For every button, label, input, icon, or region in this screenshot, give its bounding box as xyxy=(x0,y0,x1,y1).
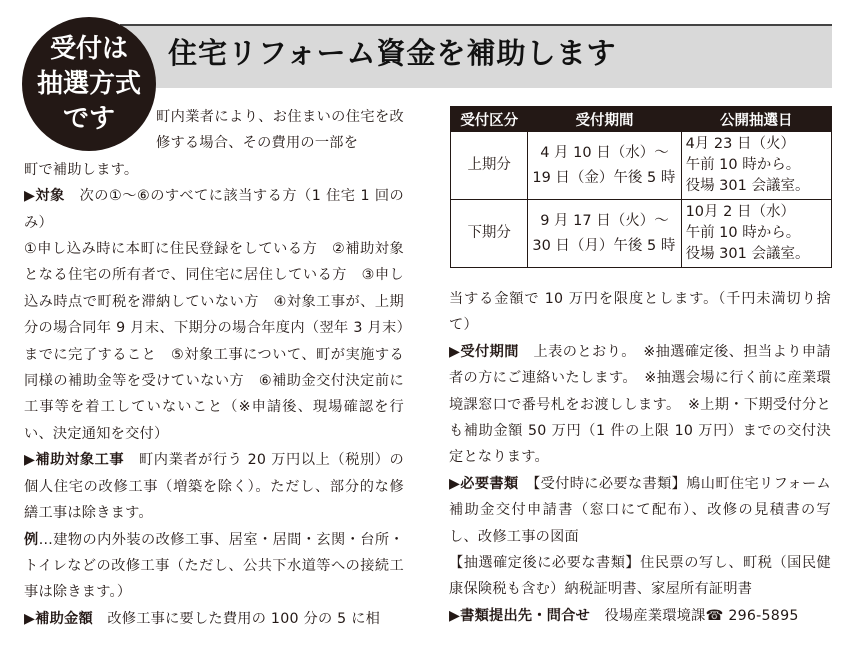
row-period xyxy=(528,132,681,200)
period-end: 30 日（月）午後 5 時 xyxy=(532,237,676,254)
table-row xyxy=(451,132,832,200)
header-draw: 公開抽選日 xyxy=(681,107,831,132)
header-kubun: 受付区分 xyxy=(451,107,528,132)
right-column xyxy=(449,286,831,629)
schedule-table xyxy=(450,106,832,268)
page-title: 住宅リフォーム資金を補助します xyxy=(168,36,617,70)
example-section xyxy=(24,527,404,606)
work-text: 町内業者が行う 20 万円以上（税別）の個人住宅の改修工事（増築を除く）。ただし、部分的な修繕工事は除きます。 xyxy=(24,452,404,522)
amount-continued: 当する金額で 10 万円を限度とします。（千円未満切り捨て） xyxy=(449,291,831,334)
docs-section xyxy=(449,471,831,550)
period-end: 19 日（金）午後 5 時 xyxy=(532,169,676,186)
row-kubun: 下期分 xyxy=(451,200,528,268)
amount-text: 改修工事に要した費用の 100 分の 5 に相 xyxy=(92,610,381,627)
row-draw xyxy=(681,200,831,268)
example-text: …建物の内外装の改修工事、居室・居間・玄関・台所・トイレなどの改修工事（ただし、公共下水道等への接続工事は除きます。） xyxy=(24,531,404,601)
work-section xyxy=(24,447,404,526)
intro-text: 町内業者により、お住まいの住宅を改修する場合、その費用の一部を xyxy=(156,109,404,152)
draw-time: 午前 10 時から。 xyxy=(685,157,801,173)
draw-place: 役場 301 会議室。 xyxy=(685,178,810,194)
amount-label: ▶補助金額 xyxy=(24,610,93,627)
target-label: ▶対象 xyxy=(24,188,65,205)
docs-label: ▶必要書類 xyxy=(449,475,519,492)
period-label: ▶受付期間 xyxy=(449,343,519,360)
draw-date: 10月 2 日（水） xyxy=(685,204,795,220)
row-kubun: 上期分 xyxy=(451,132,528,200)
submit-text: 役場産業環境課 xyxy=(590,607,706,624)
submit-label: ▶書類提出先・問合せ xyxy=(449,607,591,624)
period-text: 上表のとおり。 ※抽選確定後、担当より申請者の方にご連絡いたします。 ※抽選会場に行く前に産業環境課窓口で番号札をお渡しします。 ※上期・下期受付分とも補助金額 50 万円（1 件の上限 10 万円）までの交付決定となります。 xyxy=(449,343,831,466)
phone-icon: ☎ xyxy=(705,607,724,624)
docs-text: 【受付時に必要な書類】鳩山町住宅リフォーム補助金交付申請書（窓口にて配布）、改修の見積書の写し、改修工事の図面 xyxy=(449,475,831,545)
amount-section xyxy=(24,606,404,632)
draw-date: 4月 23 日（火） xyxy=(685,136,795,152)
docs-after-text: 【抽選確定後に必要な書類】住民票の写し、町税（国民健康保険税も含む）納税証明書、家屋所有証明書 xyxy=(449,555,831,598)
badge-line: 受付は xyxy=(49,33,128,64)
row-period xyxy=(528,200,681,268)
row-draw xyxy=(681,132,831,200)
badge-line: 抽選方式 xyxy=(36,68,141,99)
table-header-row xyxy=(451,107,832,132)
header-period: 受付期間 xyxy=(528,107,681,132)
conditions-text: ①申し込み時に本町に住民登録をしている方 ②補助対象となる住宅の所有者で、同住宅に居住している方 ③申し込み時点で町税を滞納していない方 ④対象工事が、上期分の場合同年 9 月末、下期分の場合年度内（翌年 3 月末）までに完了すること ⑤対象工事について、町が実施する同様の補助金等を受けていない方 ⑥補助金交付決定前に工事等を着工していないこと（※申請後、現場確認を行い、決定通知を交付） xyxy=(24,241,404,442)
phone-number: 296-5895 xyxy=(723,607,799,624)
draw-place: 役場 301 会議室。 xyxy=(685,246,810,262)
intro-text-cont: 町で補助します。 xyxy=(24,161,139,178)
period-section xyxy=(449,339,831,471)
draw-time: 午前 10 時から。 xyxy=(685,225,801,241)
badge-line: です xyxy=(62,103,115,134)
target-section xyxy=(24,183,404,236)
target-text: 次の①〜⑥のすべてに該当する方（1 住宅 1 回のみ） xyxy=(24,188,404,231)
table-row xyxy=(451,200,832,268)
example-label: 例 xyxy=(24,531,39,548)
period-start: 9 月 17 日（火）〜 xyxy=(540,212,669,229)
left-column xyxy=(24,104,404,632)
work-label: ▶補助対象工事 xyxy=(24,452,125,469)
period-start: 4 月 10 日（水）〜 xyxy=(540,144,669,161)
submit-section xyxy=(449,603,831,629)
